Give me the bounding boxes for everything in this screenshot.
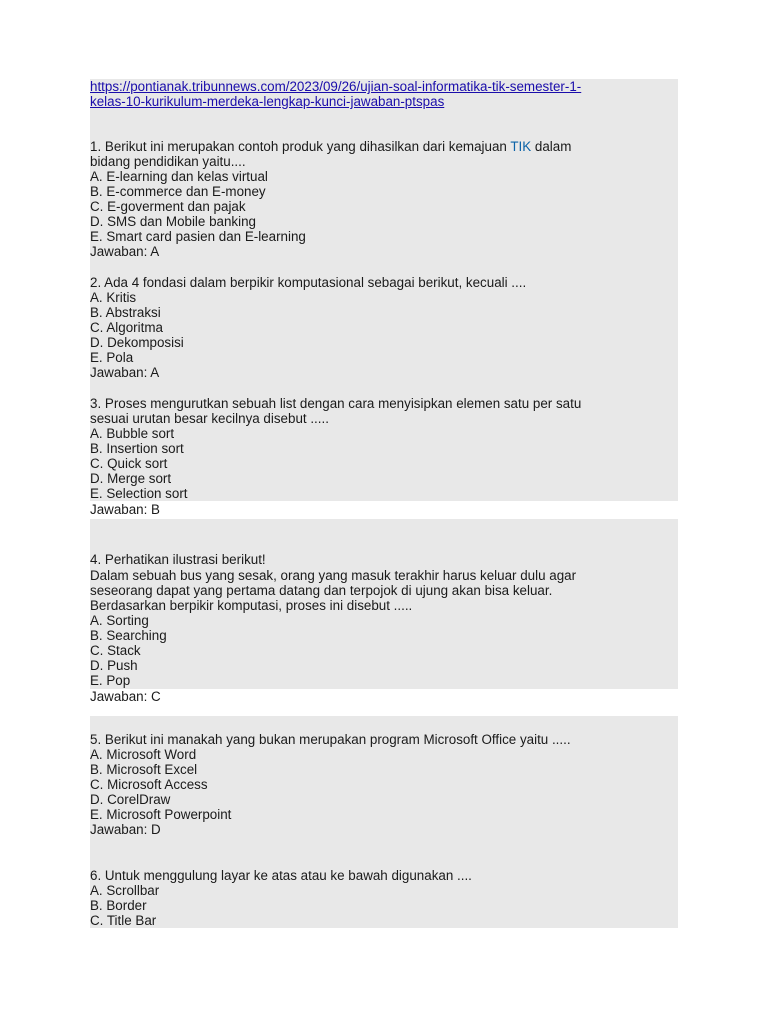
question-4-answer: Jawaban: C	[90, 689, 165, 704]
question-2-option-b: B. Abstraksi	[90, 305, 161, 320]
question-6-option-b: B. Border	[90, 898, 147, 913]
question-3-option-a: A. Bubble sort	[90, 426, 175, 441]
question-1-text-end: dalam	[531, 139, 572, 154]
question-2-text: 2. Ada 4 fondasi dalam berpikir komputasional sebagai berikut, kecuali ....	[90, 275, 527, 290]
question-4-text: 4. Perhatikan ilustrasi berikut!	[90, 552, 266, 567]
question-6-option-c: C. Title Bar	[90, 913, 157, 928]
question-5-answer: Jawaban: D	[90, 822, 161, 837]
question-4-option-a: A. Sorting	[90, 613, 149, 628]
question-6-text: 6. Untuk menggulung layar ke atas atau ke bawah digunakan ....	[90, 868, 472, 883]
question-1-option-a: A. E-learning dan kelas virtual	[90, 169, 268, 184]
question-4-text-line-3: seseorang dapat yang pertama datang dan terpojok di ujung akan bisa keluar.	[90, 583, 553, 598]
question-2-option-d: D. Dekomposisi	[90, 335, 184, 350]
source-link-line-2[interactable]: kelas-10-kurikulum-merdeka-lengkap-kunci-jawaban-ptspas	[90, 94, 445, 109]
question-1-option-e: E. Smart card pasien dan E-learning	[90, 229, 306, 244]
question-3-option-c: C. Quick sort	[90, 456, 168, 471]
question-5-option-c: C. Microsoft Access	[90, 777, 208, 792]
question-1-answer: Jawaban: A	[90, 244, 160, 259]
question-3-option-b: B. Insertion sort	[90, 441, 184, 456]
question-4-option-c: C. Stack	[90, 643, 141, 658]
question-5-option-b: B. Microsoft Excel	[90, 762, 198, 777]
source-link-line-1[interactable]: https://pontianak.tribunnews.com/2023/09/26/ujian-soal-informatika-tik-semester-1-	[90, 79, 582, 94]
tik-link[interactable]: TIK	[510, 139, 532, 154]
question-2-answer: Jawaban: A	[90, 365, 160, 380]
question-4-text-line-4: Berdasarkan berpikir komputasi, proses ini disebut .....	[90, 598, 413, 613]
question-5-option-e: E. Microsoft Powerpoint	[90, 807, 232, 822]
question-4-option-b: B. Searching	[90, 628, 167, 643]
question-2-option-a: A. Kritis	[90, 290, 137, 305]
question-4-text-line-2: Dalam sebuah bus yang sesak, orang yang masuk terakhir harus keluar dulu agar	[90, 568, 577, 583]
question-4-option-d: D. Push	[90, 658, 138, 673]
question-1-option-c: C. E-goverment dan pajak	[90, 199, 246, 214]
question-1-text	[90, 139, 571, 154]
question-1-text-line-2: bidang pendidikan yaitu....	[90, 154, 246, 169]
question-5-option-d: D. CorelDraw	[90, 792, 171, 807]
question-3-answer: Jawaban: B	[90, 502, 164, 517]
question-2-option-c: C. Algoritma	[90, 320, 163, 335]
question-3-option-e: E. Selection sort	[90, 486, 188, 501]
question-3-text: 3. Proses mengurutkan sebuah list dengan cara menyisipkan elemen satu per satu	[90, 396, 582, 411]
question-2-option-e: E. Pola	[90, 350, 134, 365]
question-3-option-d: D. Merge sort	[90, 471, 172, 486]
question-6-option-a: A. Scrollbar	[90, 883, 160, 898]
question-5-option-a: A. Microsoft Word	[90, 747, 197, 762]
question-5-text: 5. Berikut ini manakah yang bukan merupakan program Microsoft Office yaitu .....	[90, 732, 571, 747]
question-1-option-d: D. SMS dan Mobile banking	[90, 214, 256, 229]
question-1-option-b: B. E-commerce dan E-money	[90, 184, 266, 199]
question-1-text-start: 1. Berikut ini merupakan contoh produk yang dihasilkan dari kemajuan	[90, 139, 511, 154]
question-4-option-e: E. Pop	[90, 673, 131, 688]
question-3-text-line-2: sesuai urutan besar kecilnya disebut .....	[90, 411, 329, 426]
